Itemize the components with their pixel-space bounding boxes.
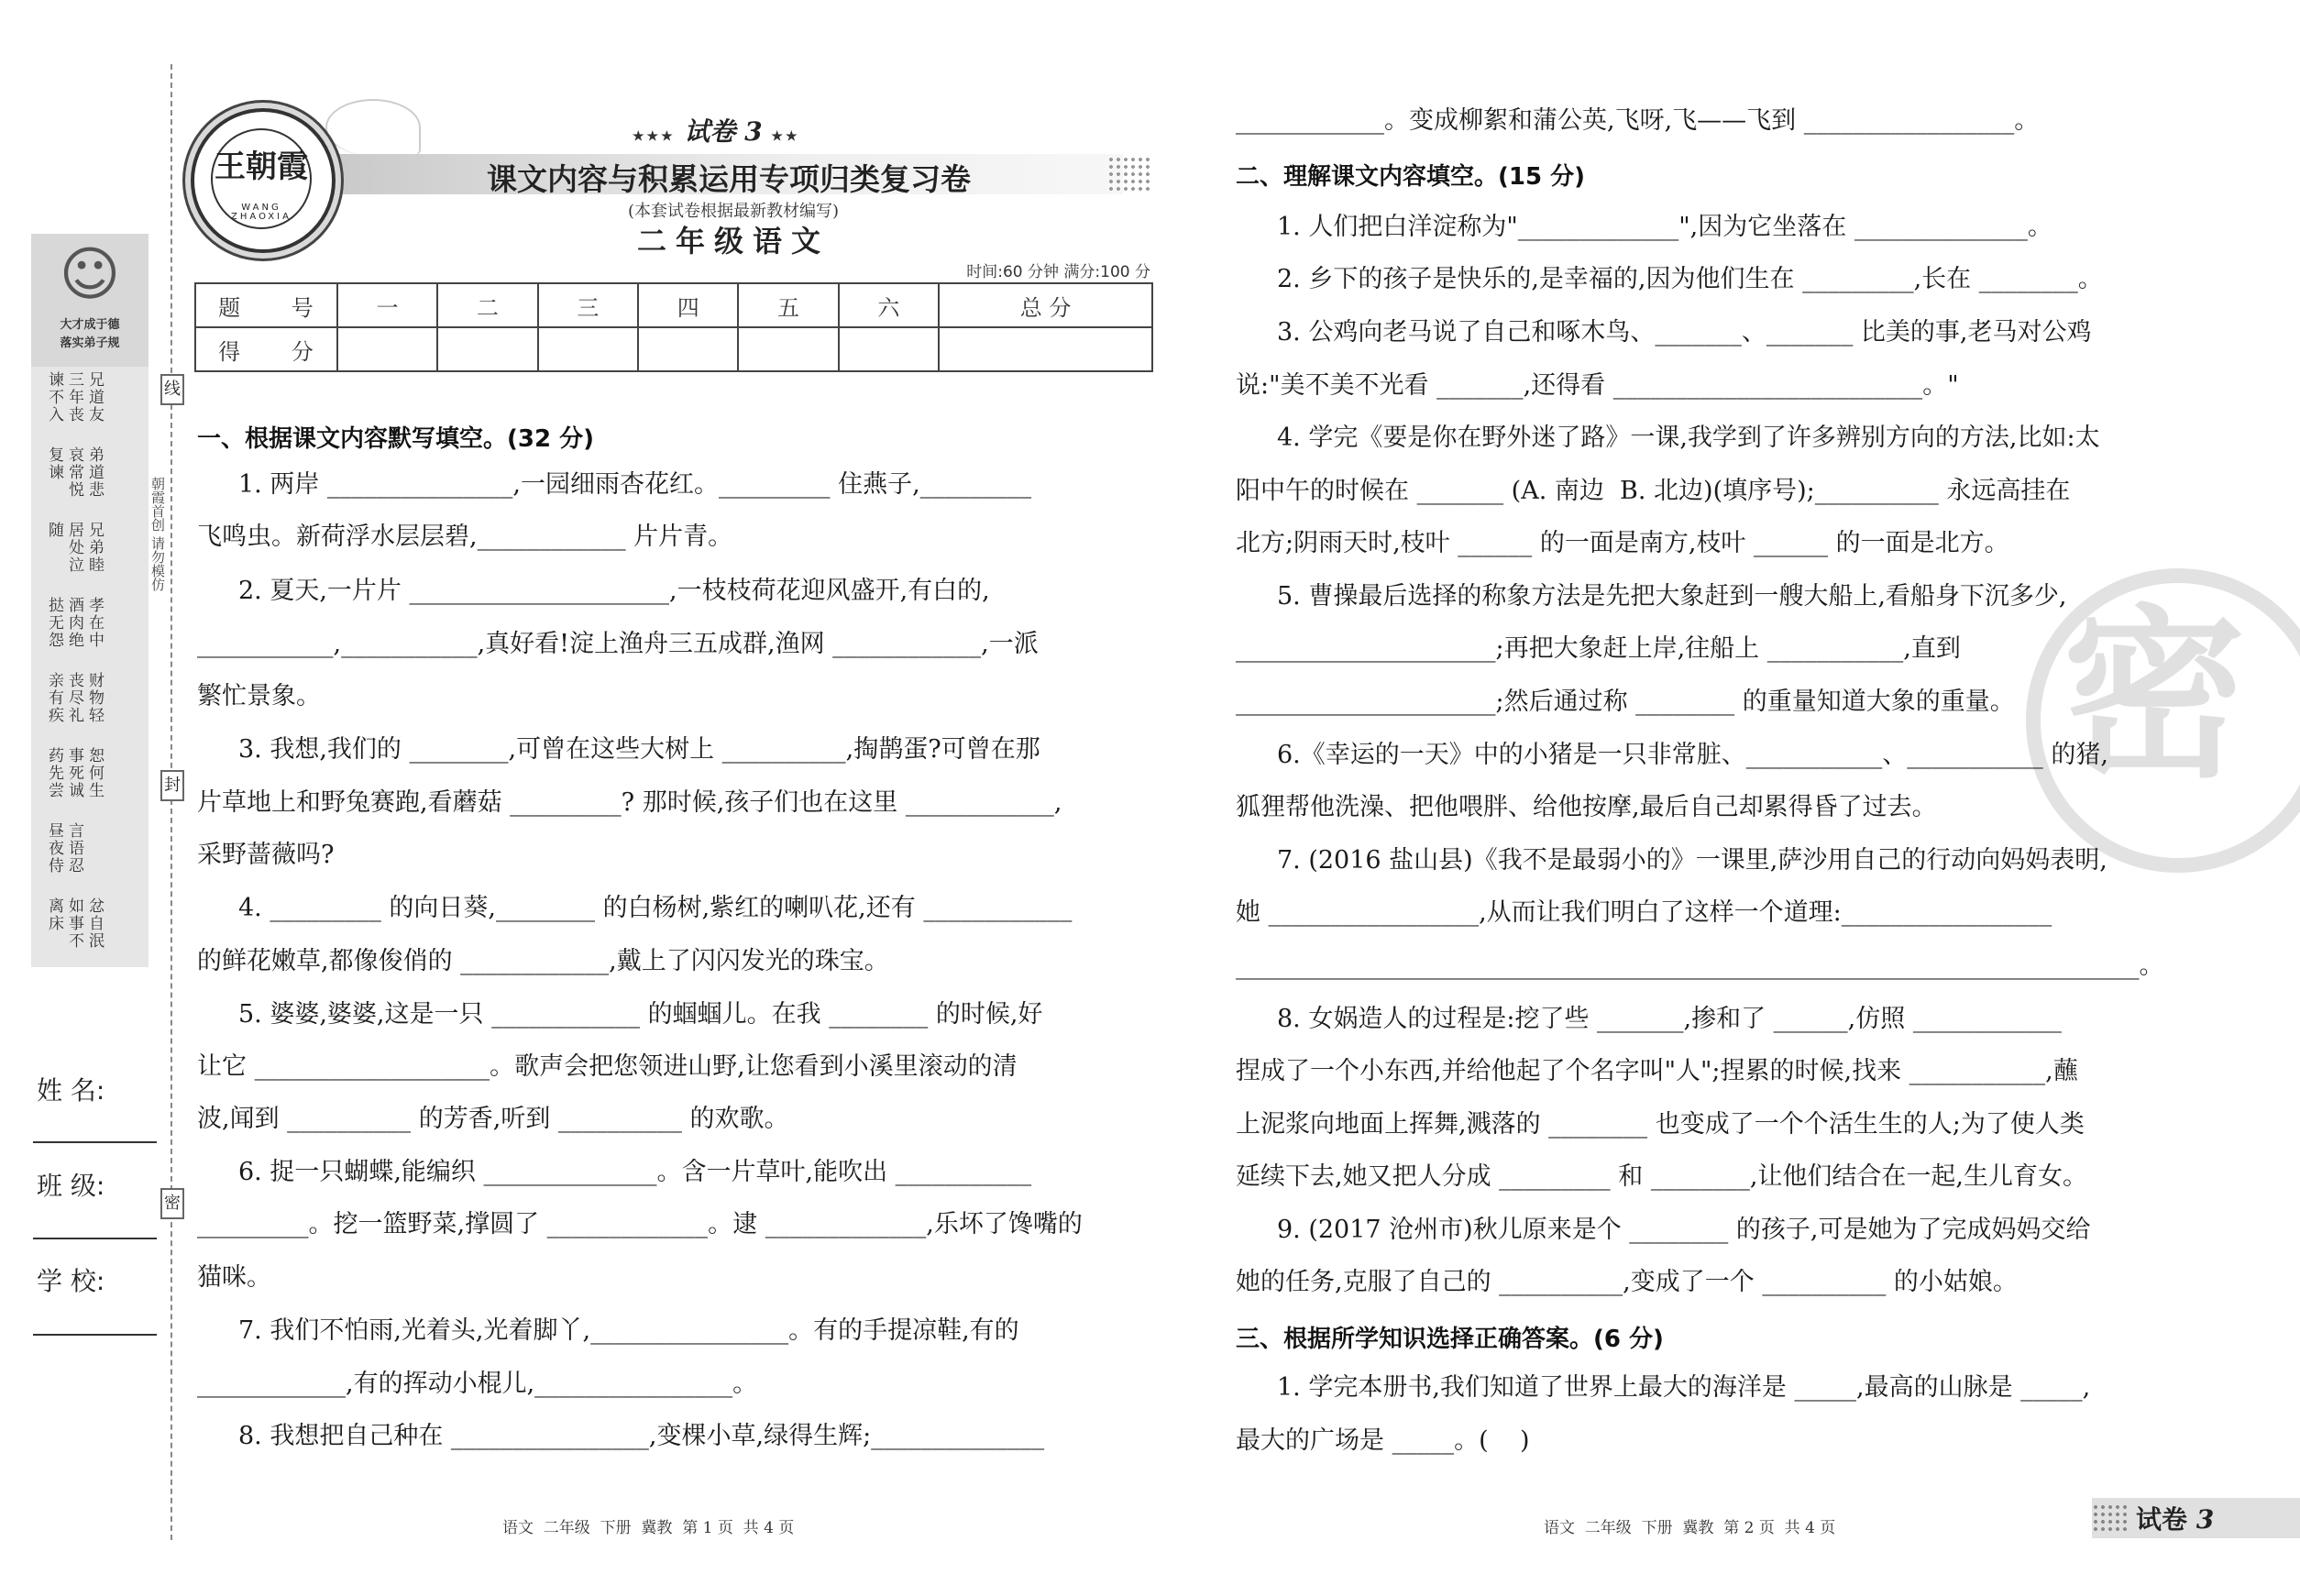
question-line: 2. 夏天,一片片 _____________________,一枝枝荷花迎风盛开,有白的, <box>238 577 990 605</box>
column-header: 一 <box>337 283 437 327</box>
ribbon-dots <box>1107 156 1151 194</box>
question-line: 阳中午的时候在 _______ (A. 南边 B. 北边)(填序号);__________ 永远高挂在 <box>1236 477 2071 505</box>
seal-word-xian: 线 <box>160 374 184 405</box>
section-2-heading: 二、理解课文内容填空。(15 分) <box>1236 163 1585 191</box>
rule-row: 弟道悲哀常悦复谏 <box>45 446 104 499</box>
question-line: 最大的广场是 _____。( ) <box>1236 1426 1530 1455</box>
question-line: 她的任务,克服了自己的 __________,变成了一个 __________ 的小姑娘。 <box>1236 1268 2018 1296</box>
question-line: 4. _________ 的向日葵,________ 的白杨树,紫红的喇叭花,还有 ____________ <box>238 894 1073 922</box>
paper-tag-label <box>2136 1500 2214 1536</box>
question-line: 让它 ___________________。歌声会把您领进山野,让您看到小溪里滚动的清 <box>197 1052 1018 1081</box>
scholar-icon: ☺ <box>59 241 121 309</box>
question-line: ____________。变成柳絮和蒲公英,飞呀,飞——飞到 _________________。 <box>1236 106 2040 135</box>
column-header: 二 <box>437 283 537 327</box>
paper-number-value: 3 <box>744 116 763 147</box>
tag-dots <box>2092 1503 2129 1535</box>
motto-2: 落实弟子规 <box>60 336 120 350</box>
question-line: 的鲜花嫩草,都像俊俏的 ____________,戴上了闪闪发光的珠宝。 <box>197 947 889 975</box>
question-line: 1. 人们把白洋淀称为"_____________",因为它坐落在 ______________。 <box>1277 213 2052 241</box>
question-line: 说:"美不美不光看 _______,还得看 _________________________。" <box>1236 371 1959 400</box>
logo-inner <box>211 128 312 229</box>
question-line: 1. 两岸 _______________,一园细雨杏花红。_________ 住燕子,_________ <box>238 470 1032 499</box>
question-line: 北方;阴雨天时,枝叶 ______ 的一面是南方,枝叶 ______ 的一面是北方。 <box>1236 529 2009 557</box>
question-line: ____________,有的挥动小棍儿,________________。 <box>197 1370 758 1398</box>
question-line: 片草地上和野兔赛跑,看蘑菇 _________? 那时候,孩子们也在这里 ____________, <box>197 788 1062 817</box>
rules-grid <box>44 371 139 973</box>
question-line: 6. 捉一只蝴蝶,能编织 ______________。含一片草叶,能吹出 ___________ <box>238 1158 1032 1186</box>
score-cell[interactable] <box>638 327 738 371</box>
question-line: 3. 我想,我们的 ________,可曾在这些大树上 __________,掏鹊蛋?可曾在那 <box>238 735 1040 764</box>
section-1-heading: 一、根据课文内容默写填空。(32 分) <box>197 425 594 453</box>
star-icon: ★★★ <box>633 129 676 144</box>
column-header: 三 <box>538 283 638 327</box>
question-line: 8. 我想把自己种在 ________________,变棵小草,绿得生辉;______________ <box>238 1422 1045 1450</box>
seal-word-mi: 密 <box>160 1188 184 1219</box>
question-line: 3. 公鸡向老马说了自己和啄木鸟、_______、_______ 比美的事,老马对公鸡 <box>1277 318 2092 347</box>
question-line: _____________________;然后通过称 ________ 的重量知道大象的重量。 <box>1236 688 2015 716</box>
question-line: _________________________________________________________________________。 <box>1236 952 2164 980</box>
brand-logo <box>191 108 336 253</box>
page-title: 课文内容与积累运用专项归类复习卷 <box>487 161 971 197</box>
section-3-heading: 三、根据所学知识选择正确答案。(6 分) <box>1236 1326 1664 1353</box>
question-line: 上泥浆向地面上挥舞,溅落的 ________ 也变成了一个个活生生的人;为了使人类 <box>1236 1110 2085 1139</box>
subtitle: (本套试卷根据最新教材编写) <box>627 202 840 221</box>
page-footer-left: 语文 二年级 下册 冀教 第 1 页 共 4 页 <box>502 1519 795 1537</box>
rule-row: 忿自泯如事不离床 <box>45 897 104 950</box>
question-line: 猫咪。 <box>197 1263 271 1292</box>
page-footer-right: 语文 二年级 下册 冀教 第 2 页 共 4 页 <box>1544 1519 1836 1537</box>
question-line: 采野蔷薇吗? <box>197 841 335 869</box>
logo-sub: WANG ZHAOXIA <box>231 203 292 222</box>
question-line: 捏成了一个小东西,并给他起了个名字叫"人";捏累的时候,找来 ___________,蘸 <box>1236 1057 2078 1085</box>
question-line: ___________,___________,真好看!淀上渔舟三五成群,渔网 ____________,一派 <box>197 630 1039 658</box>
question-line: 繁忙景象。 <box>197 682 321 710</box>
question-line: _____________________;再把大象赶上岸,往船上 ___________,直到 <box>1236 634 1961 663</box>
question-line: _________。挖一篮野菜,撑圆了 _____________。逮 _____________,乐坏了馋嘴的 <box>197 1210 1083 1238</box>
rule-row: 兄道友三年丧谏不入 <box>45 371 104 424</box>
rule-row: 孝在中酒肉绝挞无怨 <box>45 597 104 649</box>
question-line: 飞鸣虫。新荷浮水层层碧,____________ 片片青。 <box>197 523 733 551</box>
paper-number <box>633 112 800 149</box>
motto-1: 大才成于德 <box>60 318 120 332</box>
question-line: 7. (2016 盐山县)《我不是最弱小的》一课里,萨沙用自己的行动向妈妈表明, <box>1277 846 2107 875</box>
question-line: 7. 我们不怕雨,光着头,光着脚丫,________________。有的手提凉鞋,有的 <box>238 1316 1019 1345</box>
row-header: 题 号 <box>195 283 337 327</box>
rule-row: 言语忍昼夜侍 <box>45 822 83 875</box>
rule-row: 兄弟睦居处泣随 <box>45 522 104 574</box>
question-line: 4. 学完《要是你在野外迷了路》一课,我学到了许多辨别方向的方法,比如:太 <box>1277 424 2100 452</box>
question-line: 延续下去,她又把人分成 _________ 和 ________,让他们结合在一起,生儿育女。 <box>1236 1162 2087 1191</box>
logo-text: 王朝霞 <box>215 149 308 185</box>
question-line: 2. 乡下的孩子是快乐的,是幸福的,因为他们生在 _________,长在 ________。 <box>1277 265 2103 293</box>
column-header: 六 <box>839 283 939 327</box>
question-line: 狐狸帮他洗澡、把他喂胖、给他按摩,最后自己却累得昏了过去。 <box>1236 793 1937 821</box>
watermark: 密 <box>2063 589 2247 803</box>
name-label: 姓 名: <box>37 1075 105 1106</box>
school-field[interactable] <box>33 1334 157 1336</box>
score-cell[interactable] <box>738 327 838 371</box>
ribbon-bow <box>325 99 421 156</box>
row-header: 得 分 <box>195 327 337 371</box>
name-field[interactable] <box>33 1141 157 1143</box>
time-score: 时间:60 分钟 满分:100 分 <box>966 263 1150 281</box>
question-line: 6.《幸运的一天》中的小猪是一只非常脏、___________、___________ 的猪, <box>1277 741 2108 769</box>
question-line: 9. (2017 沧州市)秋儿原来是个 ________ 的孩子,可是她为了完成妈妈交给 <box>1277 1216 2091 1244</box>
question-line: 5. 曹操最后选择的称象方法是先把大象赶到一艘大船上,看船身下沉多少, <box>1277 582 2067 611</box>
score-cell[interactable] <box>839 327 939 371</box>
seal-word-feng: 封 <box>160 770 184 801</box>
class-label: 班 级: <box>37 1171 105 1201</box>
star-icon: ★★ <box>771 129 800 144</box>
score-cell[interactable] <box>337 327 437 371</box>
question-line: 1. 学完本册书,我们知道了世界上最大的海洋是 _____,最高的山脉是 _____, <box>1277 1373 2091 1402</box>
question-line: 8. 女娲造人的过程是:挖了些 _______,掺和了 ______,仿照 ____________ <box>1277 1005 2062 1033</box>
paper-number-prefix: 试卷 <box>684 116 736 147</box>
paper-tag-num: 3 <box>2195 1504 2215 1535</box>
column-header: 总 分 <box>939 283 1152 327</box>
score-cell[interactable] <box>538 327 638 371</box>
rules-header <box>31 234 149 367</box>
score-table <box>194 282 1153 372</box>
cut-line <box>171 64 172 1540</box>
score-cell[interactable] <box>437 327 537 371</box>
score-cell[interactable] <box>939 327 1152 371</box>
class-field[interactable] <box>33 1238 157 1239</box>
paper-tag-prefix: 试卷 <box>2136 1504 2188 1535</box>
rule-row: 恕何生事死诚药先尝 <box>45 747 104 799</box>
rule-row: 财物轻丧尽礼亲有疾 <box>45 672 104 724</box>
question-line: 波,闻到 __________ 的芳香,听到 __________ 的欢歌。 <box>197 1105 789 1133</box>
side-note: 朝霞首创 请勿模仿 <box>149 477 166 591</box>
column-header: 四 <box>638 283 738 327</box>
question-line: 5. 婆婆,婆婆,这是一只 ____________ 的蝈蝈儿。在我 ________ 的时候,好 <box>238 1000 1043 1029</box>
table-row <box>195 327 1152 371</box>
table-row <box>195 283 1152 327</box>
school-label: 学 校: <box>37 1266 105 1296</box>
grade-subject: 二年级语文 <box>636 224 830 259</box>
question-line: 她 _________________,从而让我们明白了这样一个道理:_________________ <box>1236 898 2052 927</box>
column-header: 五 <box>738 283 838 327</box>
